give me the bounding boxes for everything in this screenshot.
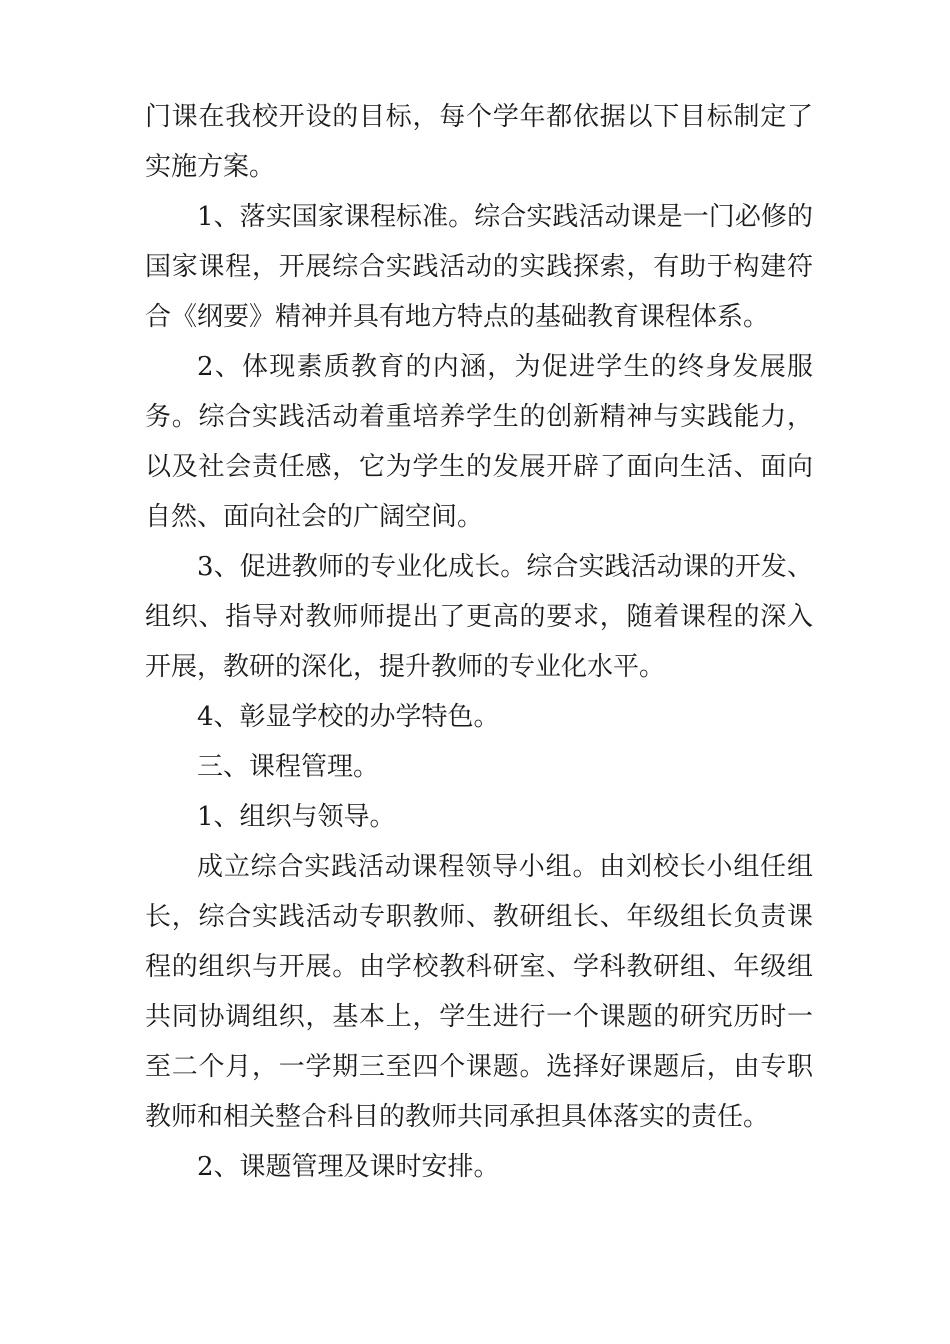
paragraph-organization: 成立综合实践活动课程领导小组。由刘校长小组任组长，综合实践活动专职教师、教研组长、年级组长负责课程的组织与开展。由学校教科研室、学科教研组、年级组共同协调组织，基本上，学生进行一个课题的研究历时一至二个月，一学期三至四个课题。选择好课题后，由专职教师和相关整合科目的教师共同承担具体落实的责任。	[145, 852, 813, 1132]
paragraph-goal-1: 1、落实国家课程标准。综合实践活动课是一门必修的国家课程，开展综合实践活动的实践探索，有助于构建符合《纲要》精神并具有地方特点的基础教育课程体系。	[145, 202, 813, 332]
section-heading-course-management: 三、课程管理。	[197, 752, 380, 782]
subheading-topic-management: 2、课题管理及课时安排。	[197, 1152, 500, 1182]
subheading-organization: 1、组织与领导。	[197, 802, 396, 832]
paragraph-goal-3: 3、促进教师的专业化成长。综合实践活动课的开发、组织、指导对教师师提出了更高的要求，随着课程的深入开展，教研的深化，提升教师的专业化水平。	[145, 552, 813, 682]
document-body	[145, 92, 813, 1192]
paragraph-continuation: 门课在我校开设的目标，每个学年都依据以下目标制定了实施方案。	[145, 102, 813, 182]
paragraph-goal-4: 4、彰显学校的办学特色。	[197, 702, 500, 732]
paragraph-goal-2: 2、体现素质教育的内涵，为促进学生的终身发展服务。综合实践活动着重培养学生的创新精神与实践能力，以及社会责任感，它为学生的发展开辟了面向生活、面向自然、面向社会的广阔空间。	[145, 352, 813, 532]
